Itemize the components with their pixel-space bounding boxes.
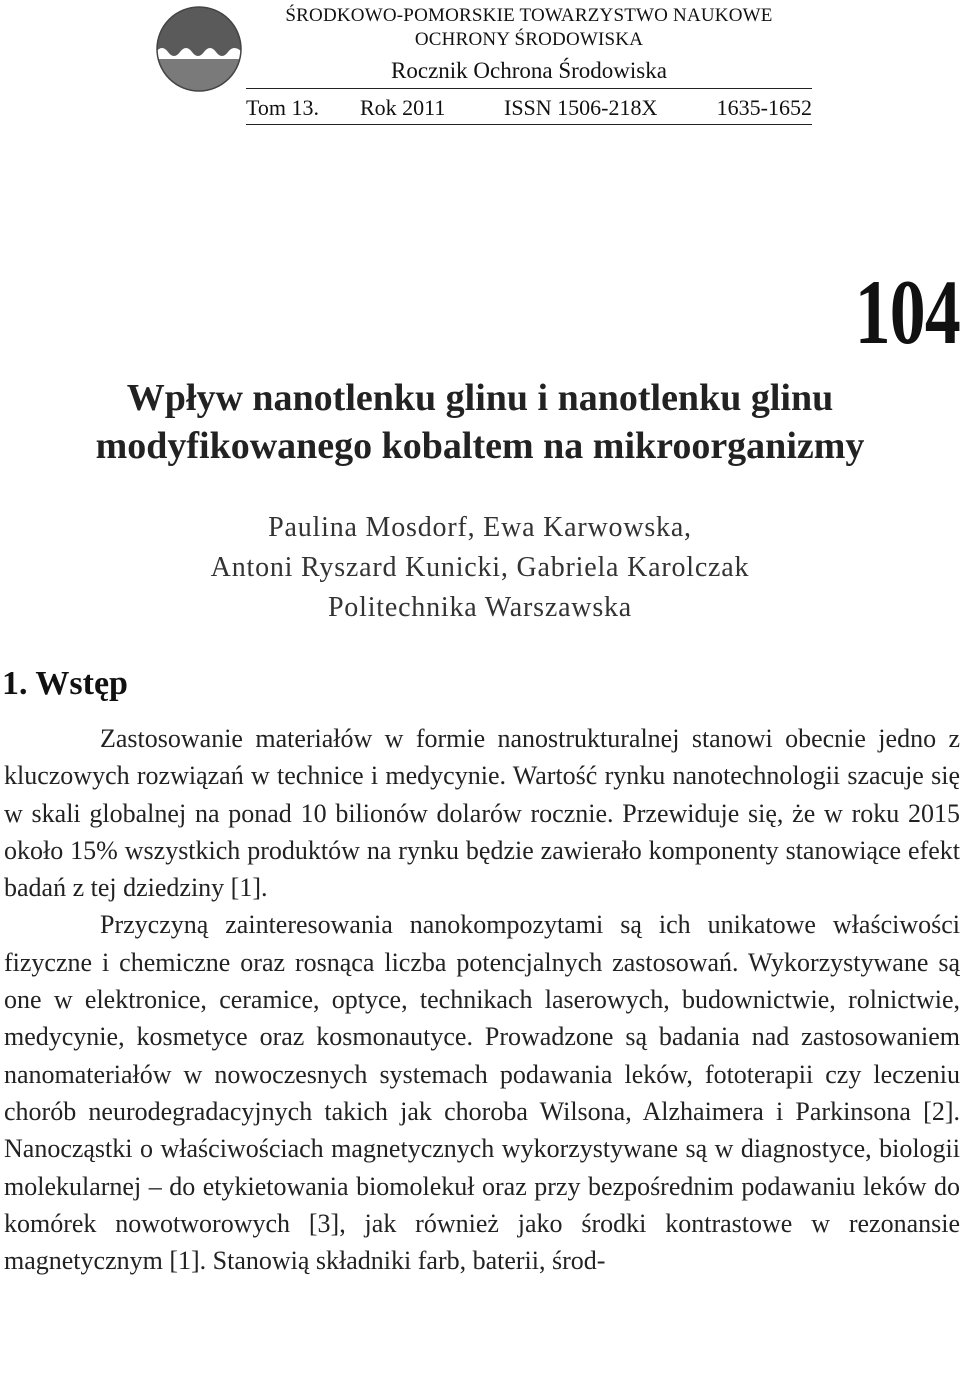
article-title-line1: Wpływ nanotlenku glinu i nanotlenku glinu (126, 377, 834, 419)
society-name-line2: OCHRONY ŚRODOWISKA (414, 29, 644, 50)
paragraph: Zastosowanie materiałów w formie nanostrukturalnej stanowi obecnie jedno z kluczowych rozwiązań w technice i medycynie. Wartość rynku nanotechnologii szacuje się w skali globalnej na ponad 10 bilionów dolarów rocznie. Przewiduje się, że w roku 2015 około 15% wszystkich produktów na rynku będzie zawierało komponenty stanowiące efekt badań z tej dziedziny [1]. (4, 724, 960, 903)
section-heading: 1. Wstęp (2, 665, 128, 702)
authors-block (0, 508, 960, 628)
society-wave-logo-icon (156, 6, 242, 92)
journal-name: Rocznik Ochrona Środowiska (391, 58, 667, 83)
body-text (4, 720, 960, 1279)
page-range-label: 1635-1652 (716, 95, 812, 120)
header-rule-top (246, 88, 812, 89)
authors-line1: Paulina Mosdorf, Ewa Karwowska, (268, 512, 692, 543)
article-title (0, 374, 960, 470)
authors-line2: Antoni Ryszard Kunicki, Gabriela Karolczak (210, 552, 750, 583)
header-rule-bottom (246, 124, 812, 125)
year-label: Rok 2011 (360, 95, 446, 120)
paragraph: Przyczyną zainteresowania nanokompozytami są ich unikatowe właściwości fizyczne i chemiczne oraz rosnąca liczba potencjalnych zastosowań. Wykorzystywane są one w elektronice, ceramice, optyce, technikach laserowych, budownictwie, rolnictwie, medycynie, kosmetyce oraz kosmonautyce. Prowadzone są badania nad zastosowaniem nanomateriałów w nowoczesnych systemach podawania leków, fototerapii czy leczeniu chorób neurodegradacyjnych takich jak choroba Wilsona, Alzhaimera i Parkinsona [2]. Nanocząstki o właściwościach magnetycznych wykorzystywane są w diagnostyce, biologii molekularnej – do etykietowania biomolekuł oraz przy bezpośrednim podawaniu leków do komórek nowotworowych [3], jak również jako środki kontrastowe w rezonansie magnetycznym [1]. Stanowią składniki farb, baterii, środ- (4, 910, 960, 1276)
article-number: 104 (854, 261, 960, 363)
issn-label: ISSN 1506-218X (504, 95, 658, 120)
society-name (246, 4, 812, 52)
journal-meta-row (246, 93, 812, 123)
volume-label: Tom 13. (246, 95, 320, 120)
article-title-line2: modyfikowanego kobaltem na mikroorganizmy (95, 425, 865, 467)
affiliation: Politechnika Warszawska (327, 592, 633, 623)
society-name-line1: ŚRODKOWO-POMORSKIE TOWARZYSTWO NAUKOWE (285, 5, 773, 26)
